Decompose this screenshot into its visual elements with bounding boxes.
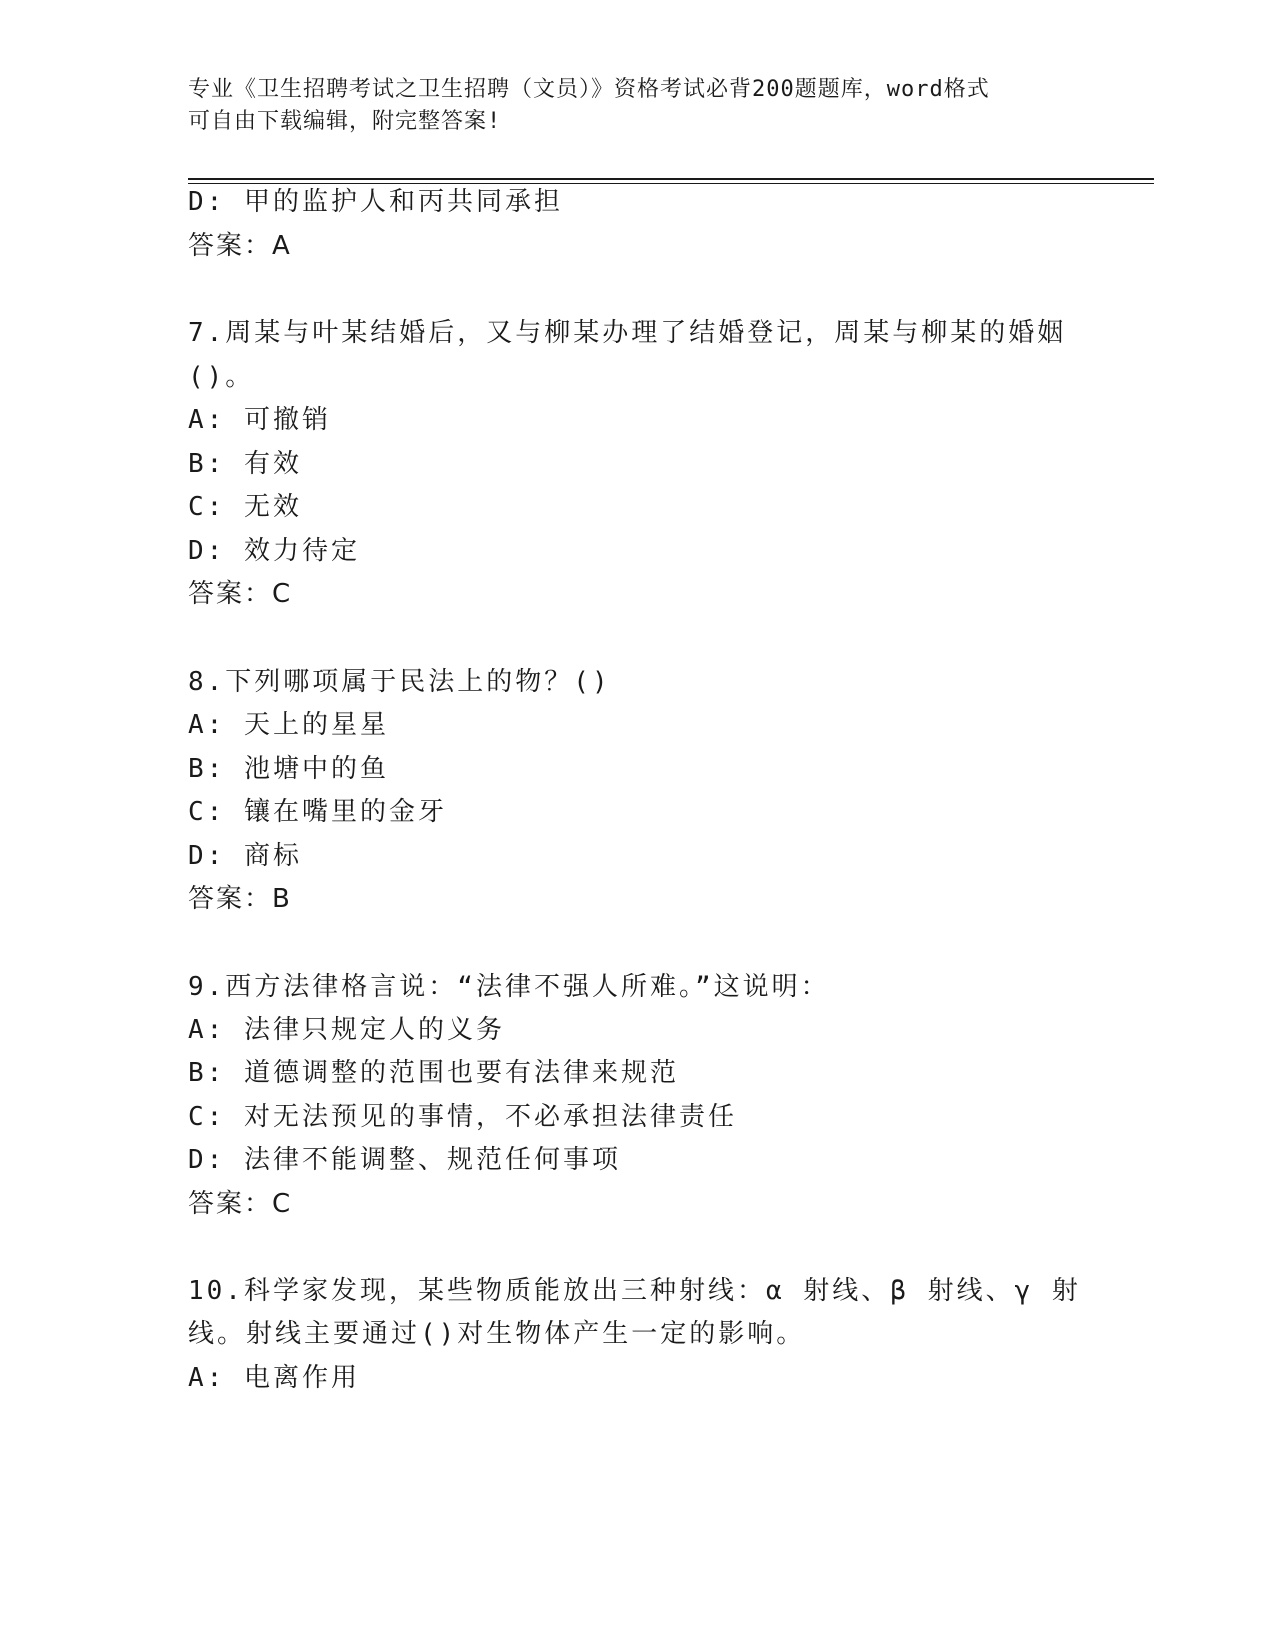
q9-option-d: D: 法律不能调整、规范任何事项 [188,1145,621,1175]
q9-option-a: A: 法律只规定人的义务 [188,1015,505,1045]
q7-option-a: A: 可撤销 [188,405,331,435]
q6-option-d: D: 甲的监护人和丙共同承担 [188,187,563,217]
q7-answer: 答案：C [188,579,293,609]
q8-option-d: D: 商标 [188,841,302,871]
document-header [188,74,1088,138]
header-divider-thin [188,183,1154,184]
q10-stem-line-2: 线。射线主要通过()对生物体产生一定的影响。 [188,1319,806,1349]
q10-stem-line-1: 10.科学家发现，某些物质能放出三种射线：α 射线、β 射线、γ 射 [188,1276,1081,1306]
q7-option-b: B: 有效 [188,449,302,479]
q8-answer: 答案：B [188,884,292,914]
header-divider-thick [188,178,1154,180]
q10-option-a: A: 电离作用 [188,1363,360,1393]
q9-option-c: C: 对无法预见的事情，不必承担法律责任 [188,1102,737,1132]
q8-option-c: C: 镶在嘴里的金牙 [188,797,447,827]
q7-stem-line-2: ()。 [188,362,255,392]
q9-option-b: B: 道德调整的范围也要有法律来规范 [188,1058,679,1088]
q7-stem-line-1: 7.周某与叶某结婚后，又与柳某办理了结婚登记，周某与柳某的婚姻 [188,318,1067,348]
q7-option-d: D: 效力待定 [188,536,360,566]
q8-option-a: A: 天上的星星 [188,710,389,740]
q8-stem: 8.下列哪项属于民法上的物？() [188,667,611,697]
q6-answer: 答案：A [188,231,292,261]
q9-stem: 9.西方法律格言说：“法律不强人所难。”这说明： [188,972,830,1002]
q9-answer: 答案：C [188,1189,293,1219]
header-line-1: 专业《卫生招聘考试之卫生招聘（文员）》资格考试必背200题题库，word格式 [188,77,990,102]
header-line-2: 可自由下载编辑，附完整答案! [188,109,502,134]
q8-option-b: B: 池塘中的鱼 [188,754,389,784]
q7-option-c: C: 无效 [188,492,302,522]
